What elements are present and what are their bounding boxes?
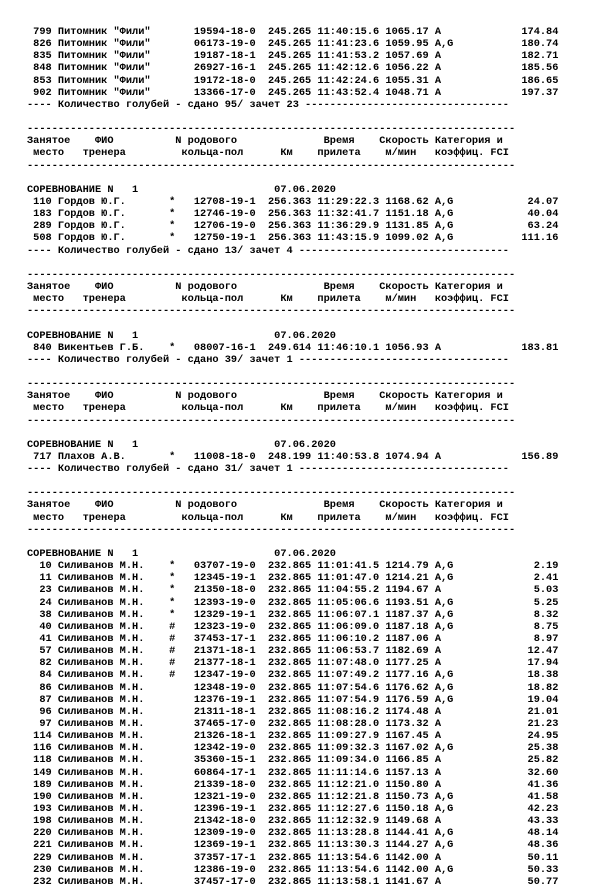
blank-line <box>27 475 587 487</box>
competition-line: СОРЕВНОВАНИЕ N 1 07.06.2020 <box>27 438 336 451</box>
column-header-line-2: место тренера кольца-пол Км прилета м/мин коэффиц. FCI <box>27 293 509 306</box>
column-header-line-2: место тренера кольца-пол Км прилета м/мин коэффиц. FCI <box>27 511 509 524</box>
result-row: 717 Плахов А.В. * 11008-18-0 248.199 11:40:53.8 1074.94 A 156.89 <box>27 450 559 463</box>
result-row: 96 Силиванов М.Н. 21311-18-1 232.865 11:08:16.2 1174.48 A 21.01 <box>27 705 559 718</box>
rule-line: ------------------------------------------------------------------------------- <box>27 268 516 281</box>
result-row: 198 Силиванов М.Н. 21342-18-0 232.865 11:12:32.9 1149.68 A 43.33 <box>27 815 559 828</box>
blank-line <box>27 427 587 439</box>
result-row: 82 Силиванов М.Н. # 21377-18-1 232.865 11:07:48.0 1177.25 A 17.94 <box>27 657 559 670</box>
results-document <box>27 26 587 888</box>
result-row: 11 Силиванов М.Н. * 12345-19-1 232.865 11:01:47.0 1214.21 A,G 2.41 <box>27 572 559 585</box>
result-row: 86 Силиванов М.Н. 12348-19-0 232.865 11:07:54.6 1176.62 A,G 18.82 <box>27 681 559 694</box>
result-row: 84 Силиванов М.Н. # 12347-19-0 232.865 11:07:49.2 1177.16 A,G 18.38 <box>27 669 559 682</box>
result-row: 508 Гордов Ю.Г. * 12750-19-1 256.363 11:43:15.9 1099.02 A,G 111.16 <box>27 232 559 245</box>
result-row: 799 Питомник "Фили" 19594-18-0 245.265 11:40:15.6 1065.17 A 174.84 <box>27 26 559 38</box>
blank-line <box>27 317 587 329</box>
rule-line: ------------------------------------------------------------------------------- <box>27 378 516 391</box>
competition-line: СОРЕВНОВАНИЕ N 1 07.06.2020 <box>27 183 336 196</box>
result-row: 848 Питомник "Фили" 26927-16-1 245.265 11:42:12.6 1056.22 A 185.56 <box>27 62 559 75</box>
result-row: 853 Питомник "Фили" 19172-18-0 245.265 11:42:24.6 1055.31 A 186.65 <box>27 74 559 87</box>
competition-line: СОРЕВНОВАНИЕ N 1 07.06.2020 <box>27 329 336 342</box>
column-header-line-2: место тренера кольца-пол Км прилета м/мин коэффиц. FCI <box>27 402 509 415</box>
result-row: 289 Гордов Ю.Г. * 12706-19-0 256.363 11:36:29.9 1131.85 A,G 63.24 <box>27 220 559 233</box>
rule-line: ------------------------------------------------------------------------------- <box>27 414 516 427</box>
column-header-line-1: Занятое ФИО N родового Время Скорость Категория и <box>27 280 503 293</box>
result-row: 840 Викентьев Г.Б. * 08007-16-1 249.614 11:46:10.1 1056.93 A 183.81 <box>27 341 559 354</box>
result-row: 116 Силиванов М.Н. 12342-19-0 232.865 11:09:32.3 1167.02 A,G 25.38 <box>27 742 559 755</box>
result-row: 10 Силиванов М.Н. * 03707-19-0 232.865 11:01:41.5 1214.79 A,G 2.19 <box>27 560 559 573</box>
blank-line <box>27 111 587 123</box>
result-row: 183 Гордов Ю.Г. * 12746-19-0 256.363 11:32:41.7 1151.18 A,G 40.04 <box>27 208 559 221</box>
result-row: 189 Силиванов М.Н. 21339-18-0 232.865 11:12:21.0 1150.80 A 41.36 <box>27 778 559 791</box>
result-row: 232 Силиванов М.Н. 37457-17-0 232.865 11:13:58.1 1141.67 A 50.77 <box>27 875 559 888</box>
blank-line <box>27 257 587 269</box>
rule-line: ------------------------------------------------------------------------------- <box>27 123 516 136</box>
result-row: 220 Силиванов М.Н. 12309-19-0 232.865 11:13:28.8 1144.41 A,G 48.14 <box>27 827 559 840</box>
result-row: 97 Силиванов М.Н. 37465-17-0 232.865 11:08:28.0 1173.32 A 21.23 <box>27 718 559 731</box>
blank-line <box>27 172 587 184</box>
section-summary: ---- Количество голубей - сдано 31/ зачет 1 ---------------------------------- <box>27 463 509 476</box>
result-row: 40 Силиванов М.Н. # 12323-19-0 232.865 11:06:09.0 1187.18 A,G 8.75 <box>27 620 559 633</box>
section-summary: ---- Количество голубей - сдано 13/ зачет 4 ---------------------------------- <box>27 244 509 257</box>
result-row: 190 Силиванов М.Н. 12321-19-0 232.865 11:12:21.8 1150.73 A,G 41.58 <box>27 790 559 803</box>
section-summary: ---- Количество голубей - сдано 95/ зачет 23 --------------------------------- <box>27 98 509 111</box>
result-row: 149 Силиванов М.Н. 60864-17-1 232.865 11:11:14.6 1157.13 A 32.60 <box>27 766 559 779</box>
result-row: 902 Питомник "Фили" 13366-17-0 245.265 11:43:52.4 1048.71 A 197.37 <box>27 86 559 99</box>
column-header-line-1: Занятое ФИО N родового Время Скорость Категория и <box>27 135 503 148</box>
competition-line: СОРЕВНОВАНИЕ N 1 07.06.2020 <box>27 548 336 561</box>
result-row: 110 Гордов Ю.Г. * 12708-19-1 256.363 11:29:22.3 1168.62 A,G 24.07 <box>27 195 559 208</box>
result-row: 229 Силиванов М.Н. 37357-17-1 232.865 11:13:54.6 1142.00 A 50.11 <box>27 851 559 864</box>
column-header-line-2: место тренера кольца-пол Км прилета м/мин коэффиц. FCI <box>27 147 509 160</box>
rule-line: ------------------------------------------------------------------------------- <box>27 159 516 172</box>
blank-line <box>27 536 587 548</box>
result-row: 114 Силиванов М.Н. 21326-18-1 232.865 11:09:27.9 1167.45 A 24.95 <box>27 730 559 743</box>
rule-line: ------------------------------------------------------------------------------- <box>27 305 516 318</box>
result-row: 118 Силиванов М.Н. 35360-15-1 232.865 11:09:34.0 1166.85 A 25.82 <box>27 754 559 767</box>
rule-line: ------------------------------------------------------------------------------- <box>27 523 516 536</box>
result-row: 230 Силиванов М.Н. 12386-19-0 232.865 11:13:54.6 1142.00 A,G 50.33 <box>27 863 559 876</box>
column-header-line-1: Занятое ФИО N родового Время Скорость Категория и <box>27 390 503 403</box>
result-row: 87 Силиванов М.Н. 12376-19-1 232.865 11:07:54.9 1176.59 A,G 19.04 <box>27 693 559 706</box>
result-row: 221 Силиванов М.Н. 12369-19-1 232.865 11:13:30.3 1144.27 A,G 48.36 <box>27 839 559 852</box>
result-row: 57 Силиванов М.Н. # 21371-18-1 232.865 11:06:53.7 1182.69 A 12.47 <box>27 645 559 658</box>
blank-line <box>27 366 587 378</box>
section-summary: ---- Количество голубей - сдано 39/ зачет 1 ---------------------------------- <box>27 353 509 366</box>
column-header-line-1: Занятое ФИО N родового Время Скорость Категория и <box>27 499 503 512</box>
result-row: 826 Питомник "Фили" 06173-19-0 245.265 11:41:23.6 1059.95 A,G 180.74 <box>27 38 559 51</box>
result-row: 24 Силиванов М.Н. * 12393-19-0 232.865 11:05:06.6 1193.51 A,G 5.25 <box>27 596 559 609</box>
result-row: 38 Силиванов М.Н. * 12329-19-1 232.865 11:06:07.1 1187.37 A,G 8.32 <box>27 608 559 621</box>
rule-line: ------------------------------------------------------------------------------- <box>27 487 516 500</box>
result-row: 835 Питомник "Фили" 19187-18-1 245.265 11:41:53.2 1057.69 A 182.71 <box>27 50 559 63</box>
result-row: 193 Силиванов М.Н. 12396-19-1 232.865 11:12:27.6 1150.18 A,G 42.23 <box>27 803 559 815</box>
result-row: 23 Силиванов М.Н. * 21350-18-0 232.865 11:04:55.2 1194.67 A 5.03 <box>27 584 559 597</box>
result-row: 41 Силиванов М.Н. # 37453-17-1 232.865 11:06:10.2 1187.06 A 8.97 <box>27 633 559 646</box>
